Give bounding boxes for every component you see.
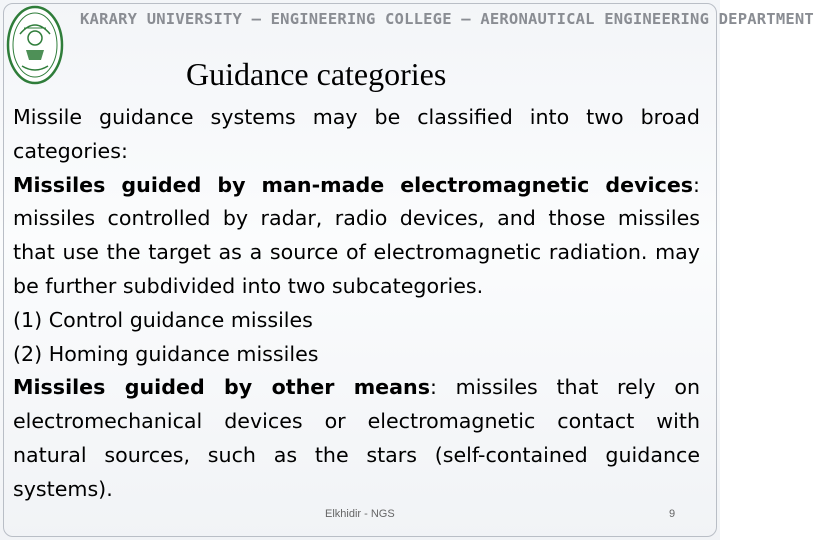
university-seal-icon — [6, 4, 64, 86]
page-number: 9 — [669, 508, 676, 520]
subcategory-2 — [13, 338, 700, 372]
category-1-body: : missiles controlled by radar, radio devices, and those missiles that use the target as a source of electromagnetic radiation. may be further subdivided into two subcategories. — [13, 172, 700, 298]
category-2-paragraph — [13, 371, 700, 506]
category-2-heading: Missiles guided by other means — [13, 375, 430, 400]
subcategory-1-text: (1) Control guidance missiles — [13, 307, 313, 332]
footer-author: Elkhidir - NGS — [325, 508, 395, 520]
category-1-heading: Missiles guided by man-made electromagnetic devices — [13, 172, 694, 197]
intro-paragraph — [13, 101, 700, 169]
slide-title: Guidance categories — [186, 56, 447, 92]
subcategory-2-text: (2) Homing guidance missiles — [13, 341, 319, 366]
slide-body — [13, 101, 700, 507]
category-1-paragraph — [13, 169, 700, 304]
intro-text: Missile guidance systems may be classified into two broad categories: — [13, 105, 700, 163]
category-2-body: : missiles that rely on electromechanical devices or electromagnetic contact with natural sources, such as the stars (self-contained guidance systems). — [13, 375, 700, 501]
institution-header: KARARY UNIVERSITY – ENGINEERING COLLEGE – AERONAUTICAL ENGINEERING DEPARTMENT — [80, 10, 814, 28]
subcategory-1 — [13, 304, 700, 338]
